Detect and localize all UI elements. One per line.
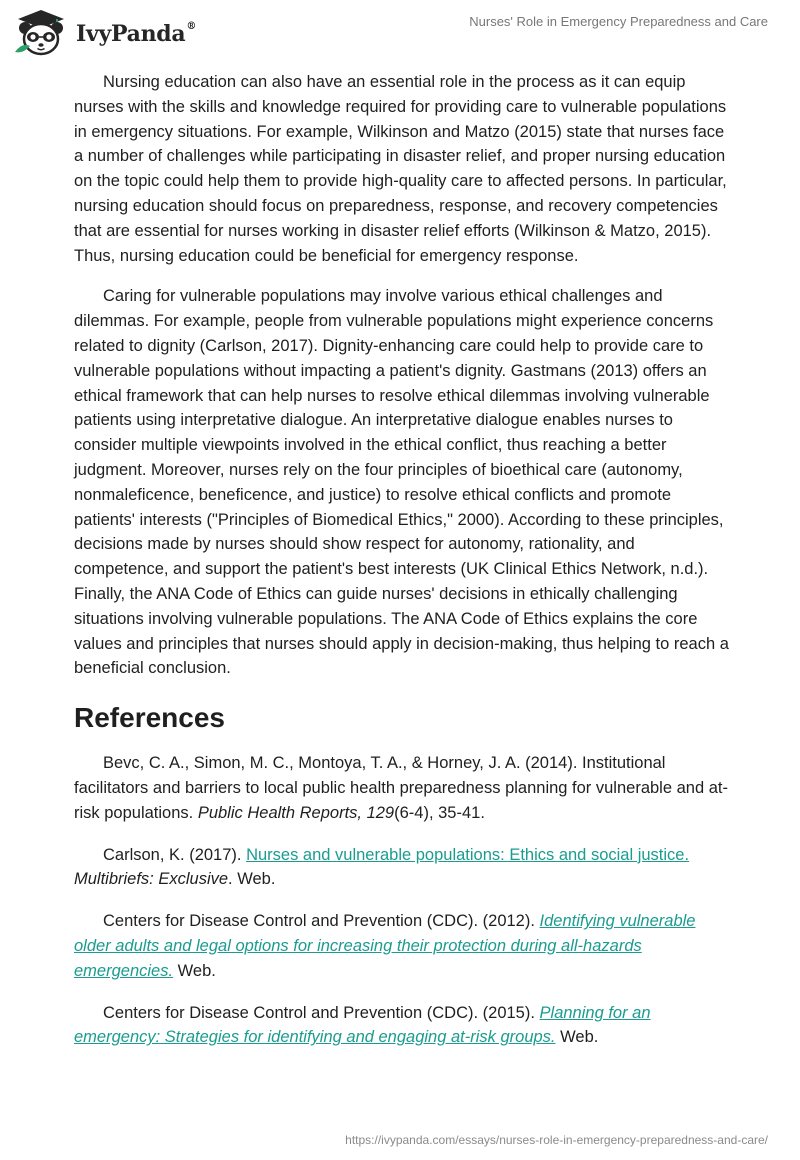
reference-item: Centers for Disease Control and Prevention (CDC). (2015). Planning for an emergency: Strategies for identifying and engaging at-risk groups. Web. <box>74 1003 651 1047</box>
brand-logo[interactable] <box>12 8 196 56</box>
reference-link[interactable]: Identifying vulnerable older adults and legal options for increasing their protection during all-hazards emergencies. <box>74 912 696 980</box>
body-paragraph: Nursing education can also have an essential role in the process as it can equip nurses with the skills and knowledge required for providing care to vulnerable populations in emergency situations. For example, Wilkinson and Matzo (2015) state that nurses face a number of challenges while participating in disaster relief, and proper nursing education on the topic could help them to provide high-quality care to affected persons. In particular, nursing education should focus on preparedness, response, and recovery competencies that are essential for nurses working in disaster relief efforts (Wilkinson & Matzo, 2015). Thus, nursing education could be beneficial for emergency response. <box>74 73 727 265</box>
panda-logo-icon <box>12 8 70 56</box>
reference-item: Carlson, K. (2017). Nurses and vulnerable populations: Ethics and social justice. Multibriefs: Exclusive. Web. <box>74 845 690 889</box>
reference-link[interactable]: Nurses and vulnerable populations: Ethics and social justice. <box>246 845 690 864</box>
journal-title: Multibriefs: Exclusive <box>74 870 229 889</box>
brand-name: IvyPanda® <box>76 20 197 47</box>
document-title: Nurses' Role in Emergency Preparedness and Care <box>469 14 768 29</box>
journal-title: Public Health Reports, 129 <box>197 803 395 822</box>
reference-item: Centers for Disease Control and Prevention (CDC). (2012). Identifying vulnerable older adults and legal options for increasing their protection during all-hazards emergencies. Web. <box>74 912 696 980</box>
source-url[interactable]: https://ivypanda.com/essays/nurses-role-in-emergency-preparedness-and-care/ <box>345 1133 768 1147</box>
reference-link[interactable]: Planning for an emergency: Strategies for identifying and engaging at-risk groups. <box>74 1003 651 1047</box>
references-heading: References <box>74 702 225 734</box>
reference-item: Bevc, C. A., Simon, M. C., Montoya, T. A., & Horney, J. A. (2014). Institutional facilitators and barriers to local public health preparedness planning for vulnerable and at-risk populations. Public Health Reports, 129(6-4), 35-41. <box>74 754 728 822</box>
body-paragraph: Caring for vulnerable populations may involve various ethical challenges and dilemmas. For example, people from vulnerable populations might experience concerns related to dignity (Carlson, 2017). Dignity-enhancing care could help to provide care to vulnerable populations without impacting a patient's dignity. Gastmans (2013) offers an ethical framework that can help nurses to resolve ethical dilemmas involving vulnerable patients using interpretative dialogue. An interpretative dialogue enables nurses to consider multiple viewpoints involved in the ethical conflict, thus reaching a better judgment. Moreover, nurses rely on the four principles of bioethical care (autonomy, nonmaleficence, beneficence, and justice) to resolve ethical conflicts and promote patients' interests ("Principles of Biomedical Ethics," 2000). According to these principles, decisions made by nurses should show respect for autonomy, rationality, and competence, and support the patient's best interests (UK Clinical Ethics Network, n.d.). Finally, the ANA Code of Ethics can guide nurses' decisions in ethically challenging situations involving vulnerable populations. The ANA Code of Ethics explains the core values and principles that nurses should apply in decision-making, thus helping to reach a beneficial conclusion. <box>74 287 729 678</box>
essay-content <box>74 70 730 1067</box>
page-header <box>0 0 800 64</box>
